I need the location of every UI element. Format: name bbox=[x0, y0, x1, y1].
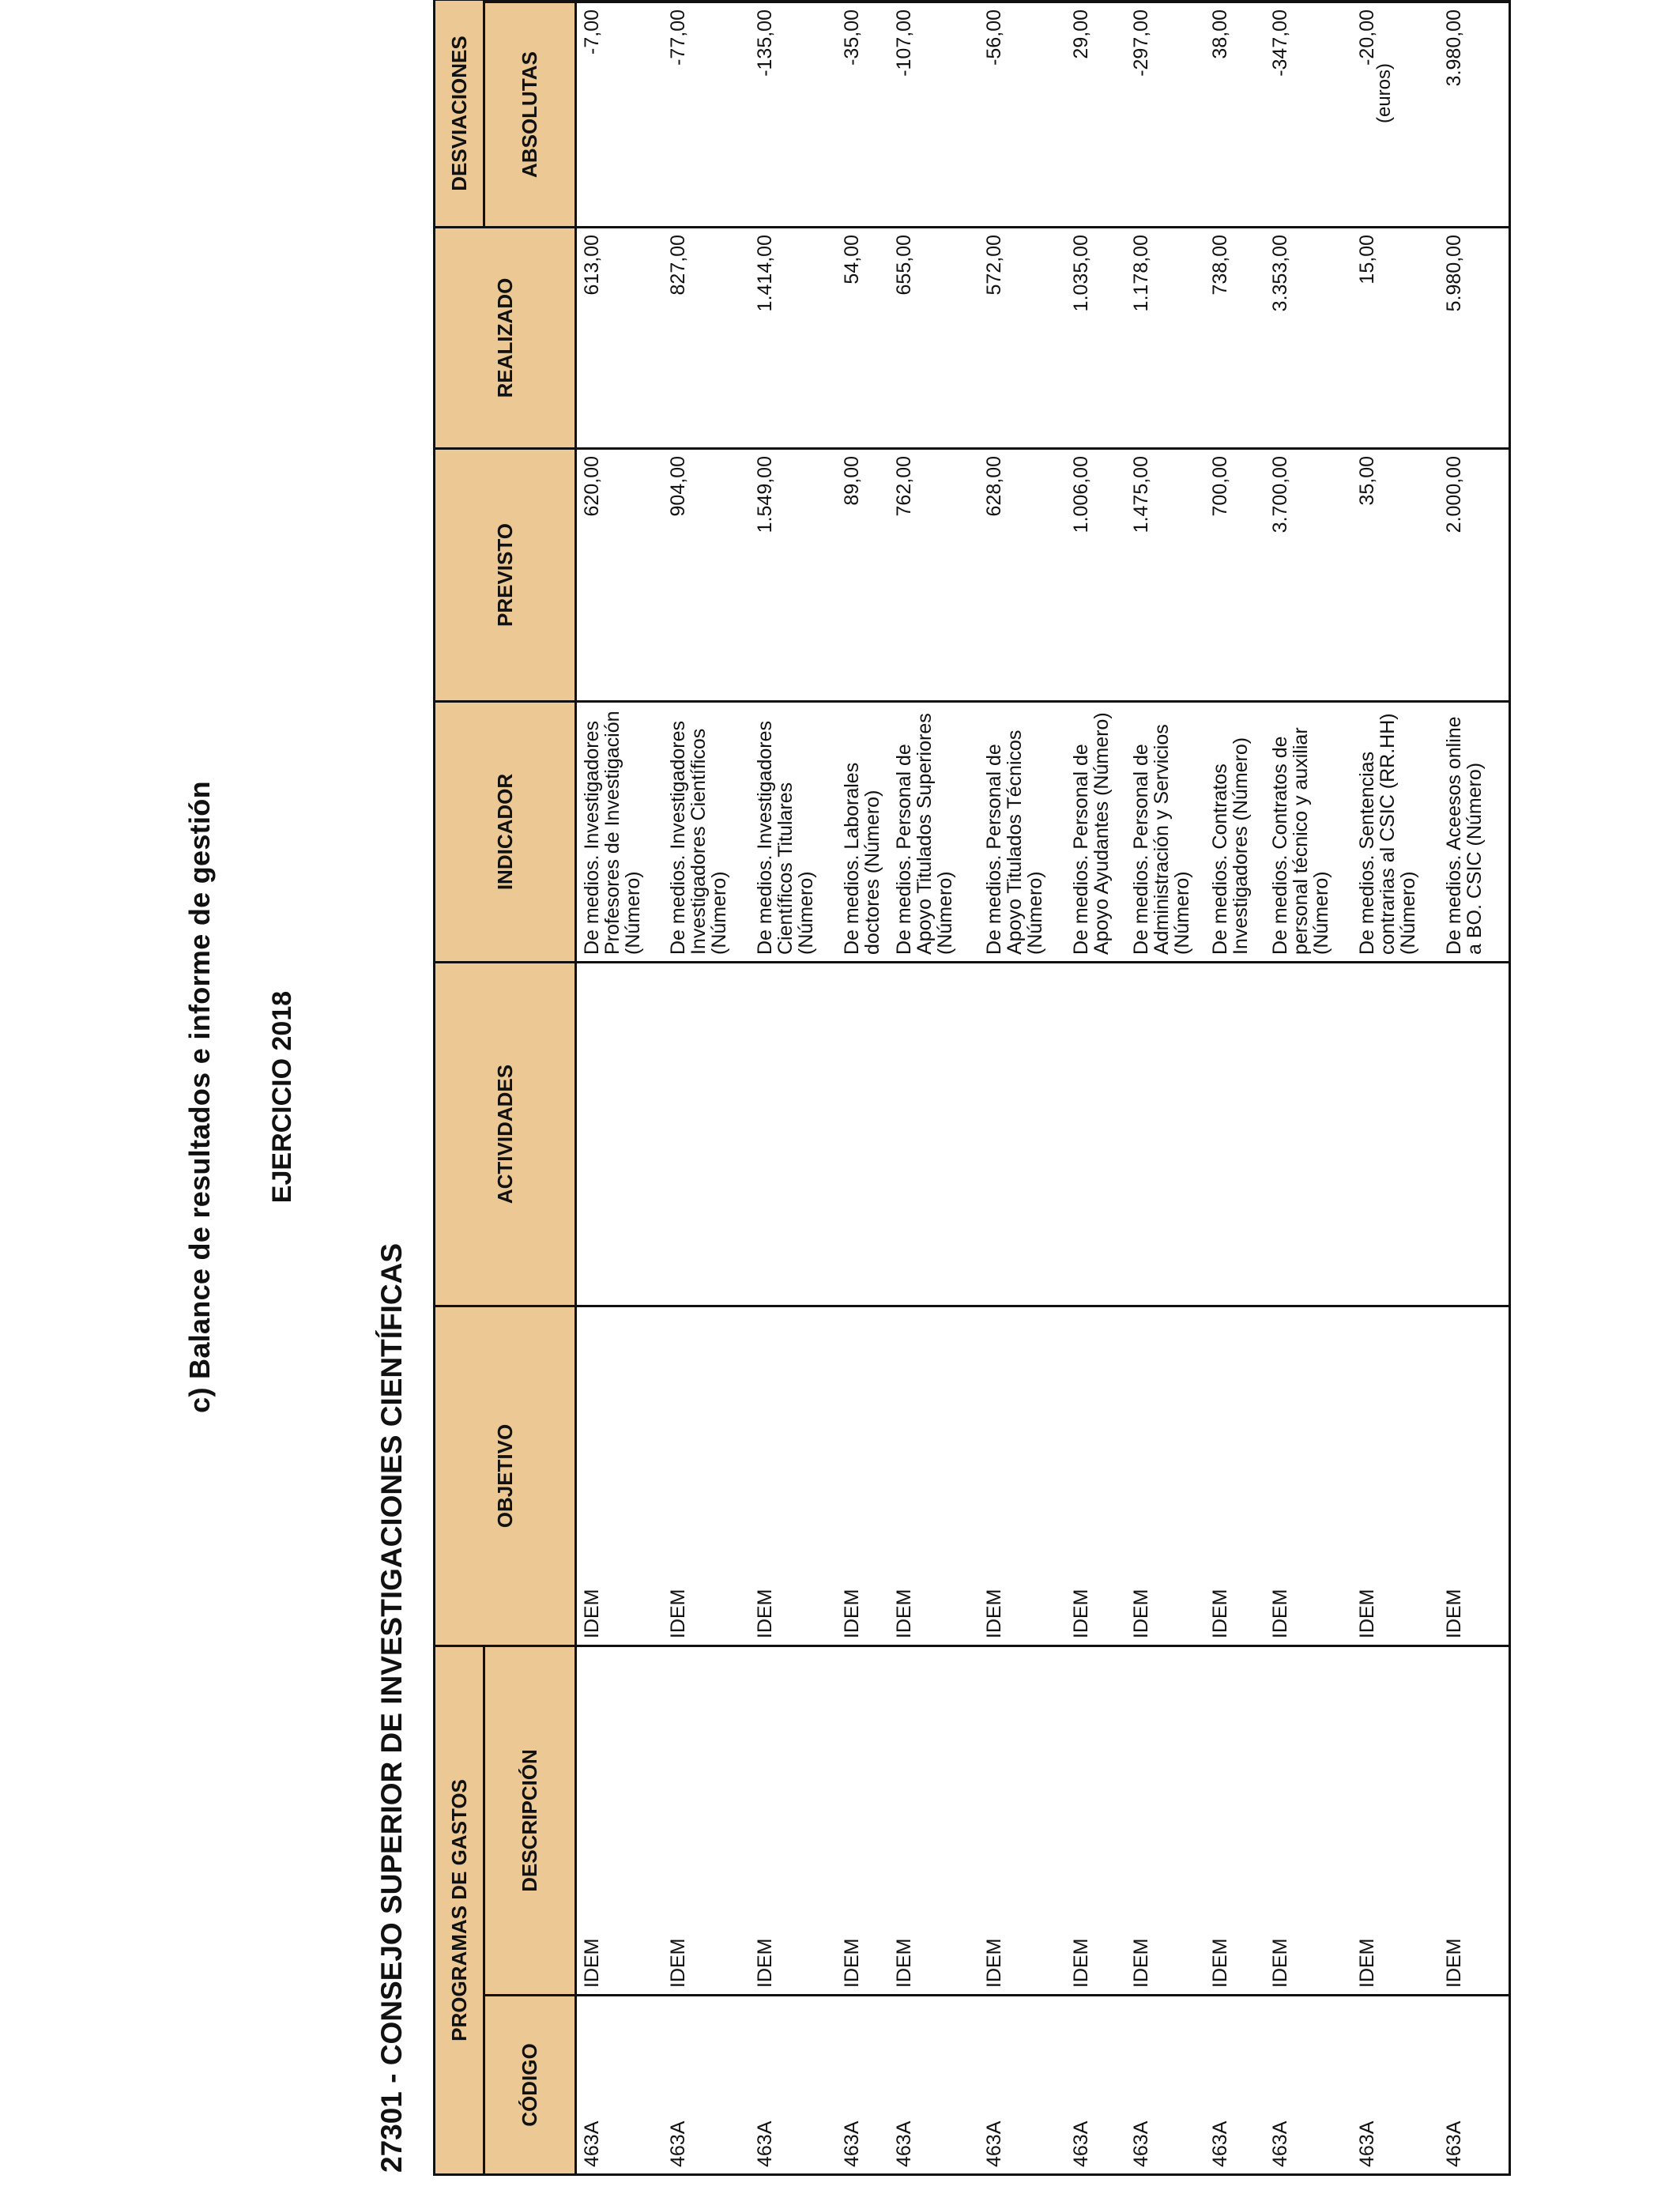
objetivo-cell: IDEM bbox=[576, 1306, 663, 1646]
previsto-cell: 700,00 bbox=[1205, 449, 1265, 702]
realizado-cell: 5.980,00 bbox=[1439, 228, 1510, 449]
codigo-cell: 463A bbox=[1265, 1996, 1352, 2175]
table-body bbox=[576, 0, 1510, 2175]
previsto-cell: 2.000,00 bbox=[1439, 449, 1510, 702]
absolutas-cell: -7,00 bbox=[576, 2, 663, 228]
descripcion-cell: IDEM bbox=[1126, 1646, 1205, 1996]
previsto-cell: 89,00 bbox=[837, 449, 889, 702]
actividades-cell bbox=[576, 963, 663, 1306]
actividades-header: ACTIVIDADES bbox=[435, 963, 576, 1306]
indicador-cell: De medios. Laborales doctores (Número) bbox=[837, 702, 889, 963]
previsto-cell: 762,00 bbox=[889, 449, 979, 702]
codigo-cell: 463A bbox=[837, 1996, 889, 2175]
realizado-cell: 1.178,00 bbox=[1126, 228, 1205, 449]
codigo-cell: 463A bbox=[1205, 1996, 1265, 2175]
indicador-cell: De medios. Personal de Apoyo Titulados Técnicos (Número) bbox=[979, 702, 1066, 963]
realizado-cell: 655,00 bbox=[889, 228, 979, 449]
porcentaje-cell bbox=[979, 0, 1066, 2]
objetivo-cell: IDEM bbox=[1352, 1306, 1439, 1646]
objetivo-cell: IDEM bbox=[889, 1306, 979, 1646]
previsto-cell: 620,00 bbox=[576, 449, 663, 702]
previsto-header: PREVISTO bbox=[435, 449, 576, 702]
objetivo-cell: IDEM bbox=[1439, 1306, 1510, 1646]
descripcion-cell: IDEM bbox=[889, 1646, 979, 1996]
descripcion-cell: IDEM bbox=[837, 1646, 889, 1996]
objetivo-cell: IDEM bbox=[979, 1306, 1066, 1646]
table-row bbox=[1126, 0, 1205, 2175]
indicador-cell: De medios. Personal de Apoyo Ayudantes (Número) bbox=[1066, 702, 1126, 963]
absolutas-cell: 3.980,00 bbox=[1439, 2, 1510, 228]
previsto-cell: 904,00 bbox=[663, 449, 750, 702]
indicador-cell: De medios. Sentencias contrarias al CSIC (RR.HH) (Número) bbox=[1352, 702, 1439, 963]
objetivo-cell: IDEM bbox=[1066, 1306, 1126, 1646]
realizado-cell: 1.035,00 bbox=[1066, 228, 1126, 449]
porcentaje-cell bbox=[663, 0, 750, 2]
codigo-cell: 463A bbox=[1352, 1996, 1439, 2175]
codigo-cell: 463A bbox=[576, 1996, 663, 2175]
codigo-cell: 463A bbox=[1066, 1996, 1126, 2175]
descripcion-header: DESCRIPCIÓN bbox=[484, 1646, 576, 1996]
realizado-cell: 54,00 bbox=[837, 228, 889, 449]
absolutas-cell: -35,00 bbox=[837, 2, 889, 228]
indicador-cell: De medios. Investigadores Investigadores Científicos (Número) bbox=[663, 702, 750, 963]
table-row bbox=[889, 0, 979, 2175]
porcentaje-cell bbox=[1352, 0, 1439, 2]
desviaciones-group-header: DESVIACIONES bbox=[435, 0, 484, 228]
realizado-header: REALIZADO bbox=[435, 228, 576, 449]
descripcion-cell: IDEM bbox=[576, 1646, 663, 1996]
table-row bbox=[837, 0, 889, 2175]
absolutas-cell: -77,00 bbox=[663, 2, 750, 228]
absolutas-cell: -347,00 bbox=[1265, 2, 1352, 228]
table-row bbox=[979, 0, 1066, 2175]
codigo-cell: 463A bbox=[889, 1996, 979, 2175]
table-row bbox=[1352, 0, 1439, 2175]
porcentaje-cell bbox=[1205, 0, 1265, 2]
descripcion-cell: IDEM bbox=[979, 1646, 1066, 1996]
actividades-cell bbox=[979, 963, 1066, 1306]
previsto-cell: 35,00 bbox=[1352, 449, 1439, 702]
table-row bbox=[1066, 0, 1126, 2175]
actividades-cell bbox=[1352, 963, 1439, 1306]
codigo-cell: 463A bbox=[750, 1996, 837, 2175]
actividades-cell bbox=[1439, 963, 1510, 1306]
indicador-cell: De medios. Contratos Investigadores (Número) bbox=[1205, 702, 1265, 963]
table-row bbox=[1439, 0, 1510, 2175]
previsto-cell: 1.549,00 bbox=[750, 449, 837, 702]
codigo-cell: 463A bbox=[663, 1996, 750, 2175]
objetivo-cell: IDEM bbox=[663, 1306, 750, 1646]
indicador-cell: De medios. Aceesos online a BO. CSIC (Número) bbox=[1439, 702, 1510, 963]
descripcion-cell: IDEM bbox=[750, 1646, 837, 1996]
indicador-cell: De medios. Contratos de personal técnico y auxiliar (Número) bbox=[1265, 702, 1352, 963]
codigo-cell: 463A bbox=[1126, 1996, 1205, 2175]
porcentaje-header bbox=[484, 0, 576, 2]
table-row bbox=[663, 0, 750, 2175]
porcentaje-cell bbox=[1066, 0, 1126, 2]
actividades-cell bbox=[750, 963, 837, 1306]
table-row bbox=[1265, 0, 1352, 2175]
descripcion-cell: IDEM bbox=[1265, 1646, 1352, 1996]
porcentaje-cell bbox=[576, 0, 663, 2]
realizado-cell: 613,00 bbox=[576, 228, 663, 449]
objetivo-cell: IDEM bbox=[1126, 1306, 1205, 1646]
table-row bbox=[750, 0, 837, 2175]
previsto-cell: 1.475,00 bbox=[1126, 449, 1205, 702]
absolutas-cell: 38,00 bbox=[1205, 2, 1265, 228]
codigo-cell: 463A bbox=[979, 1996, 1066, 2175]
codigo-cell: 463A bbox=[1439, 1996, 1510, 2175]
actividades-cell bbox=[1066, 963, 1126, 1306]
absolutas-cell: -135,00 bbox=[750, 2, 837, 228]
absolutas-cell: -107,00 bbox=[889, 2, 979, 228]
actividades-cell bbox=[1205, 963, 1265, 1306]
realizado-cell: 827,00 bbox=[663, 228, 750, 449]
descripcion-cell: IDEM bbox=[1352, 1646, 1439, 1996]
indicador-cell: De medios. Investigadores Científicos Titulares (Número) bbox=[750, 702, 837, 963]
absolutas-cell: -56,00 bbox=[979, 2, 1066, 228]
previsto-cell: 3.700,00 bbox=[1265, 449, 1352, 702]
realizado-cell: 738,00 bbox=[1205, 228, 1265, 449]
actividades-cell bbox=[1265, 963, 1352, 1306]
porcentaje-cell bbox=[1439, 0, 1510, 2]
descripcion-cell: IDEM bbox=[663, 1646, 750, 1996]
entity-title: 27301 - CONSEJO SUPERIOR DE INVESTIGACIONES CIENTÍFICAS bbox=[375, 1242, 408, 2173]
objetivo-header: OBJETIVO bbox=[435, 1306, 576, 1646]
absolutas-header: ABSOLUTAS bbox=[484, 2, 576, 228]
indicador-cell: De medios. Personal de Apoyo Titulados Superiores (Número) bbox=[889, 702, 979, 963]
previsto-cell: 628,00 bbox=[979, 449, 1066, 702]
exercise-heading: EJERCICIO 2018 bbox=[267, 990, 297, 1204]
absolutas-cell: -20,00 bbox=[1352, 2, 1439, 228]
indicador-cell: De medios. Personal de Administración y Servicios (Número) bbox=[1126, 702, 1205, 963]
table-row bbox=[576, 0, 663, 2175]
porcentaje-cell bbox=[837, 0, 889, 2]
table-row bbox=[1205, 0, 1265, 2175]
porcentaje-cell bbox=[1126, 0, 1205, 2]
currency-unit: (euros) bbox=[1373, 62, 1395, 123]
objetivo-cell: IDEM bbox=[1205, 1306, 1265, 1646]
indicador-header: INDICADOR bbox=[435, 702, 576, 963]
porcentaje-cell bbox=[1265, 0, 1352, 2]
codigo-header: CÓDIGO bbox=[484, 1996, 576, 2175]
page-heading: c) Balance de resultados e informe de gestión bbox=[183, 781, 216, 1413]
previsto-cell: 1.006,00 bbox=[1066, 449, 1126, 702]
porcentaje-cell bbox=[889, 0, 979, 2]
programas-group-header: PROGRAMAS DE GASTOS bbox=[435, 1646, 484, 2175]
absolutas-cell: -297,00 bbox=[1126, 2, 1205, 228]
realizado-cell: 572,00 bbox=[979, 228, 1066, 449]
actividades-cell bbox=[889, 963, 979, 1306]
realizado-cell: 3.353,00 bbox=[1265, 228, 1352, 449]
descripcion-cell: IDEM bbox=[1205, 1646, 1265, 1996]
objetivo-cell: IDEM bbox=[1265, 1306, 1352, 1646]
actividades-cell bbox=[1126, 963, 1205, 1306]
objetivo-cell: IDEM bbox=[837, 1306, 889, 1646]
actividades-cell bbox=[837, 963, 889, 1306]
actividades-cell bbox=[663, 963, 750, 1306]
descripcion-cell: IDEM bbox=[1439, 1646, 1510, 1996]
absolutas-cell: 29,00 bbox=[1066, 2, 1126, 228]
objetivo-cell: IDEM bbox=[750, 1306, 837, 1646]
realizado-cell: 15,00 bbox=[1352, 228, 1439, 449]
descripcion-cell: IDEM bbox=[1066, 1646, 1126, 1996]
porcentaje-cell bbox=[750, 0, 837, 2]
realizado-cell: 1.414,00 bbox=[750, 228, 837, 449]
indicador-cell: De medios. Investigadores Profesores de Investigación (Número) bbox=[576, 702, 663, 963]
results-table bbox=[433, 0, 1511, 2176]
